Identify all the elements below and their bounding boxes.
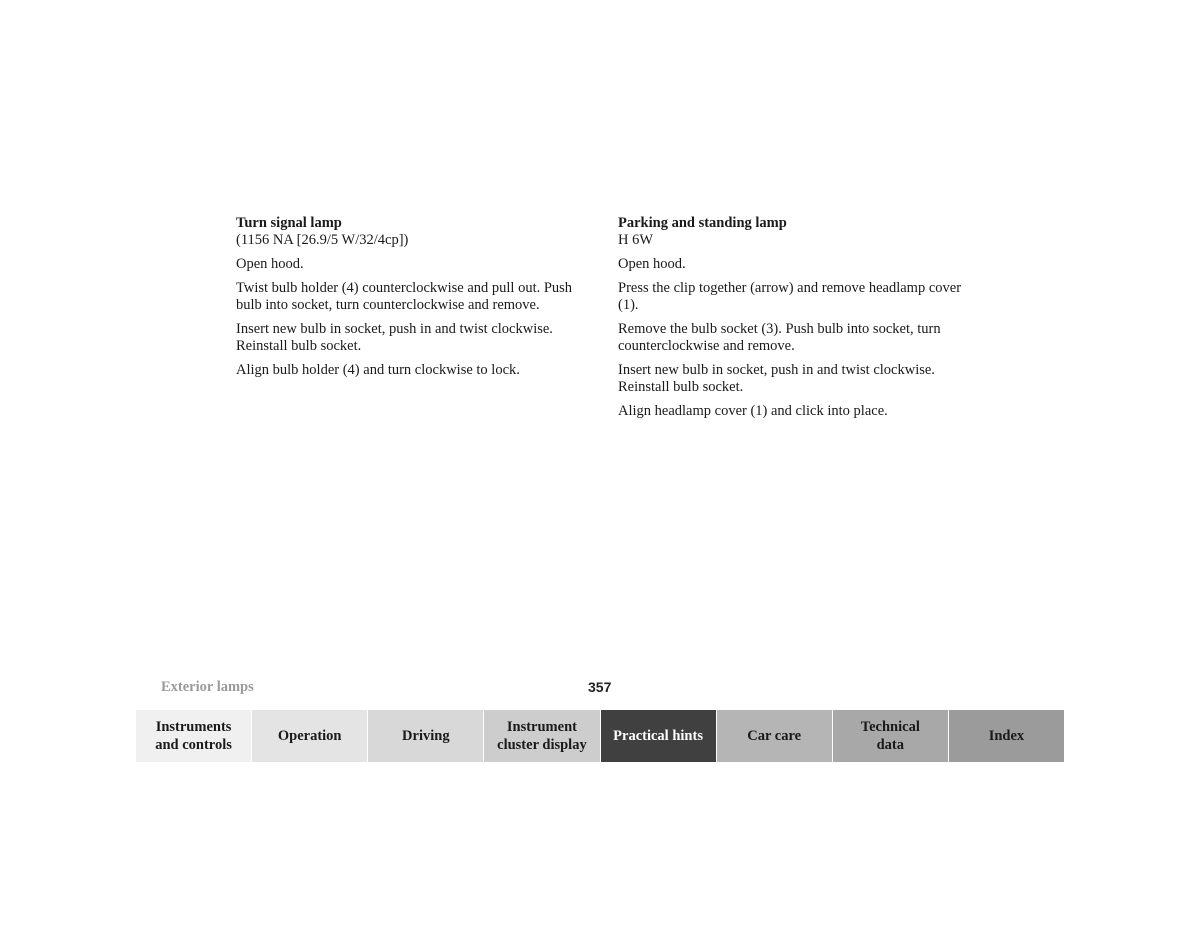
section-heading: Parking and standing lamp [618, 215, 787, 231]
instruction-paragraph: Align headlamp cover (1) and click into place. [618, 403, 888, 419]
parking-standing-lamp-section [618, 215, 968, 420]
tab-practical-hints[interactable]: Practical hints [601, 710, 717, 762]
bulb-spec: (1156 NA [26.9/5 W/32/4cp]) [236, 232, 409, 248]
page-number: 357 [588, 679, 612, 695]
tab-index[interactable]: Index [949, 710, 1064, 762]
turn-signal-lamp-section [236, 215, 586, 379]
tab-driving[interactable]: Driving [368, 710, 484, 762]
tab-car-care[interactable]: Car care [717, 710, 833, 762]
tab-instruments-and-controls[interactable]: Instruments and controls [136, 710, 252, 762]
instruction-paragraph: Remove the bulb socket (3). Push bulb into socket, turn counterclockwise and remove. [618, 321, 941, 354]
instruction-paragraph: Align bulb holder (4) and turn clockwise to lock. [236, 362, 520, 378]
section-heading: Turn signal lamp [236, 215, 342, 231]
instruction-paragraph: Twist bulb holder (4) counterclockwise and pull out. Push bulb into socket, turn counterclockwise and remove. [236, 280, 573, 313]
instruction-paragraph: Press the clip together (arrow) and remove headlamp cover (1). [618, 280, 962, 313]
bulb-spec: H 6W [618, 232, 654, 248]
instruction-paragraph: Open hood. [236, 256, 304, 272]
tab-technical-data[interactable]: Technical data [833, 710, 949, 762]
instruction-paragraph: Open hood. [618, 256, 686, 272]
tab-instrument-cluster-display[interactable]: Instrument cluster display [484, 710, 600, 762]
chapter-nav [136, 710, 1064, 762]
instruction-paragraph: Insert new bulb in socket, push in and twist clockwise. Reinstall bulb socket. [236, 321, 553, 354]
section-label: Exterior lamps [161, 679, 254, 695]
instruction-paragraph: Insert new bulb in socket, push in and twist clockwise. Reinstall bulb socket. [618, 362, 935, 395]
tab-operation[interactable]: Operation [252, 710, 368, 762]
